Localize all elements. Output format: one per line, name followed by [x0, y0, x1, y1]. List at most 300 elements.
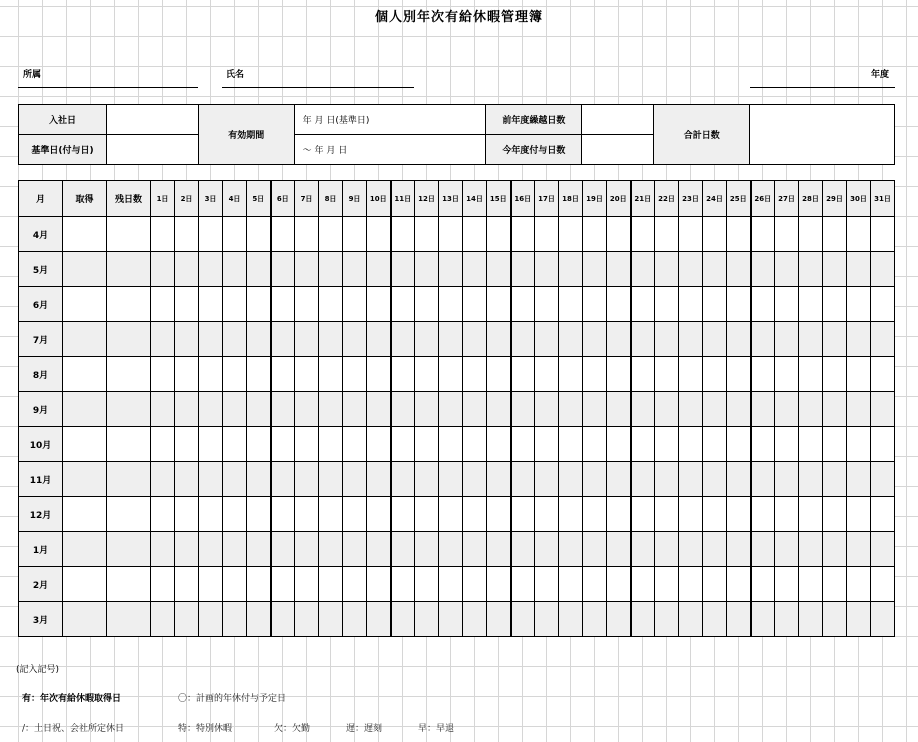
- day-cell[interactable]: [799, 392, 823, 427]
- day-cell[interactable]: [655, 252, 679, 287]
- day-cell[interactable]: [295, 287, 319, 322]
- day-cell[interactable]: [823, 357, 847, 392]
- day-cell[interactable]: [607, 532, 631, 567]
- day-cell[interactable]: [511, 322, 535, 357]
- day-cell[interactable]: [487, 252, 511, 287]
- day-cell[interactable]: [607, 462, 631, 497]
- day-cell[interactable]: [655, 427, 679, 462]
- day-cell[interactable]: [535, 567, 559, 602]
- day-cell[interactable]: [295, 532, 319, 567]
- day-cell[interactable]: [415, 322, 439, 357]
- day-cell[interactable]: [199, 252, 223, 287]
- day-cell[interactable]: [727, 532, 751, 567]
- day-cell[interactable]: [415, 532, 439, 567]
- day-cell[interactable]: [703, 287, 727, 322]
- day-cell[interactable]: [199, 497, 223, 532]
- day-cell[interactable]: [271, 497, 295, 532]
- taken-cell[interactable]: [63, 532, 107, 567]
- day-cell[interactable]: [751, 217, 775, 252]
- day-cell[interactable]: [415, 602, 439, 637]
- day-cell[interactable]: [703, 532, 727, 567]
- day-cell[interactable]: [247, 252, 271, 287]
- day-cell[interactable]: [871, 322, 895, 357]
- day-cell[interactable]: [367, 532, 391, 567]
- remaining-cell[interactable]: [107, 462, 151, 497]
- day-cell[interactable]: [439, 427, 463, 462]
- day-cell[interactable]: [703, 602, 727, 637]
- day-cell[interactable]: [727, 497, 751, 532]
- day-cell[interactable]: [847, 217, 871, 252]
- day-cell[interactable]: [751, 252, 775, 287]
- day-cell[interactable]: [487, 497, 511, 532]
- day-cell[interactable]: [631, 392, 655, 427]
- day-cell[interactable]: [151, 322, 175, 357]
- day-cell[interactable]: [511, 602, 535, 637]
- day-cell[interactable]: [223, 252, 247, 287]
- day-cell[interactable]: [727, 287, 751, 322]
- day-cell[interactable]: [415, 462, 439, 497]
- day-cell[interactable]: [223, 532, 247, 567]
- day-cell[interactable]: [631, 217, 655, 252]
- day-cell[interactable]: [199, 217, 223, 252]
- day-cell[interactable]: [247, 287, 271, 322]
- day-cell[interactable]: [295, 252, 319, 287]
- day-cell[interactable]: [415, 497, 439, 532]
- day-cell[interactable]: [271, 532, 295, 567]
- day-cell[interactable]: [847, 392, 871, 427]
- day-cell[interactable]: [559, 392, 583, 427]
- day-cell[interactable]: [175, 357, 199, 392]
- day-cell[interactable]: [535, 532, 559, 567]
- day-cell[interactable]: [703, 462, 727, 497]
- day-cell[interactable]: [343, 497, 367, 532]
- day-cell[interactable]: [679, 357, 703, 392]
- day-cell[interactable]: [511, 357, 535, 392]
- day-cell[interactable]: [463, 532, 487, 567]
- day-cell[interactable]: [439, 392, 463, 427]
- day-cell[interactable]: [511, 567, 535, 602]
- day-cell[interactable]: [631, 497, 655, 532]
- day-cell[interactable]: [511, 497, 535, 532]
- day-cell[interactable]: [559, 357, 583, 392]
- day-cell[interactable]: [343, 252, 367, 287]
- day-cell[interactable]: [367, 357, 391, 392]
- day-cell[interactable]: [607, 567, 631, 602]
- day-cell[interactable]: [463, 322, 487, 357]
- day-cell[interactable]: [631, 427, 655, 462]
- day-cell[interactable]: [823, 602, 847, 637]
- day-cell[interactable]: [175, 462, 199, 497]
- day-cell[interactable]: [199, 322, 223, 357]
- day-cell[interactable]: [823, 532, 847, 567]
- day-cell[interactable]: [583, 392, 607, 427]
- day-cell[interactable]: [655, 532, 679, 567]
- day-cell[interactable]: [751, 287, 775, 322]
- day-cell[interactable]: [151, 427, 175, 462]
- day-cell[interactable]: [679, 532, 703, 567]
- day-cell[interactable]: [871, 252, 895, 287]
- day-cell[interactable]: [391, 532, 415, 567]
- day-cell[interactable]: [823, 322, 847, 357]
- day-cell[interactable]: [343, 567, 367, 602]
- day-cell[interactable]: [535, 357, 559, 392]
- day-cell[interactable]: [679, 322, 703, 357]
- base-date-value[interactable]: [106, 135, 198, 165]
- day-cell[interactable]: [367, 392, 391, 427]
- day-cell[interactable]: [607, 357, 631, 392]
- day-cell[interactable]: [751, 497, 775, 532]
- day-cell[interactable]: [751, 532, 775, 567]
- day-cell[interactable]: [727, 602, 751, 637]
- day-cell[interactable]: [343, 217, 367, 252]
- taken-cell[interactable]: [63, 567, 107, 602]
- day-cell[interactable]: [871, 217, 895, 252]
- day-cell[interactable]: [655, 322, 679, 357]
- day-cell[interactable]: [487, 322, 511, 357]
- day-cell[interactable]: [655, 497, 679, 532]
- day-cell[interactable]: [391, 357, 415, 392]
- day-cell[interactable]: [775, 252, 799, 287]
- day-cell[interactable]: [223, 217, 247, 252]
- day-cell[interactable]: [439, 357, 463, 392]
- day-cell[interactable]: [343, 322, 367, 357]
- day-cell[interactable]: [679, 462, 703, 497]
- day-cell[interactable]: [367, 252, 391, 287]
- day-cell[interactable]: [319, 567, 343, 602]
- day-cell[interactable]: [271, 602, 295, 637]
- day-cell[interactable]: [727, 252, 751, 287]
- day-cell[interactable]: [559, 427, 583, 462]
- day-cell[interactable]: [487, 567, 511, 602]
- remaining-cell[interactable]: [107, 427, 151, 462]
- day-cell[interactable]: [583, 602, 607, 637]
- name-field[interactable]: [222, 87, 414, 88]
- day-cell[interactable]: [511, 252, 535, 287]
- day-cell[interactable]: [391, 567, 415, 602]
- day-cell[interactable]: [751, 357, 775, 392]
- day-cell[interactable]: [463, 497, 487, 532]
- day-cell[interactable]: [415, 357, 439, 392]
- day-cell[interactable]: [559, 602, 583, 637]
- day-cell[interactable]: [871, 602, 895, 637]
- day-cell[interactable]: [871, 392, 895, 427]
- day-cell[interactable]: [775, 602, 799, 637]
- day-cell[interactable]: [583, 357, 607, 392]
- granted-value[interactable]: [582, 135, 654, 165]
- day-cell[interactable]: [631, 532, 655, 567]
- day-cell[interactable]: [727, 357, 751, 392]
- day-cell[interactable]: [487, 357, 511, 392]
- day-cell[interactable]: [151, 497, 175, 532]
- day-cell[interactable]: [559, 252, 583, 287]
- day-cell[interactable]: [583, 252, 607, 287]
- day-cell[interactable]: [847, 287, 871, 322]
- day-cell[interactable]: [775, 567, 799, 602]
- day-cell[interactable]: [631, 287, 655, 322]
- day-cell[interactable]: [319, 217, 343, 252]
- day-cell[interactable]: [511, 427, 535, 462]
- day-cell[interactable]: [415, 567, 439, 602]
- day-cell[interactable]: [319, 427, 343, 462]
- day-cell[interactable]: [151, 462, 175, 497]
- day-cell[interactable]: [871, 462, 895, 497]
- day-cell[interactable]: [871, 567, 895, 602]
- day-cell[interactable]: [151, 217, 175, 252]
- day-cell[interactable]: [391, 392, 415, 427]
- day-cell[interactable]: [319, 252, 343, 287]
- day-cell[interactable]: [871, 532, 895, 567]
- day-cell[interactable]: [247, 322, 271, 357]
- day-cell[interactable]: [463, 462, 487, 497]
- day-cell[interactable]: [223, 392, 247, 427]
- day-cell[interactable]: [655, 217, 679, 252]
- day-cell[interactable]: [151, 567, 175, 602]
- day-cell[interactable]: [295, 217, 319, 252]
- day-cell[interactable]: [439, 217, 463, 252]
- remaining-cell[interactable]: [107, 357, 151, 392]
- day-cell[interactable]: [775, 357, 799, 392]
- day-cell[interactable]: [847, 357, 871, 392]
- day-cell[interactable]: [415, 392, 439, 427]
- day-cell[interactable]: [535, 217, 559, 252]
- day-cell[interactable]: [751, 602, 775, 637]
- day-cell[interactable]: [583, 427, 607, 462]
- day-cell[interactable]: [631, 357, 655, 392]
- day-cell[interactable]: [607, 322, 631, 357]
- day-cell[interactable]: [271, 322, 295, 357]
- day-cell[interactable]: [679, 217, 703, 252]
- day-cell[interactable]: [655, 567, 679, 602]
- day-cell[interactable]: [343, 602, 367, 637]
- day-cell[interactable]: [367, 602, 391, 637]
- day-cell[interactable]: [175, 252, 199, 287]
- day-cell[interactable]: [607, 602, 631, 637]
- day-cell[interactable]: [199, 357, 223, 392]
- remaining-cell[interactable]: [107, 287, 151, 322]
- day-cell[interactable]: [847, 252, 871, 287]
- day-cell[interactable]: [823, 287, 847, 322]
- day-cell[interactable]: [535, 252, 559, 287]
- remaining-cell[interactable]: [107, 532, 151, 567]
- day-cell[interactable]: [151, 287, 175, 322]
- day-cell[interactable]: [703, 217, 727, 252]
- day-cell[interactable]: [319, 322, 343, 357]
- day-cell[interactable]: [727, 462, 751, 497]
- day-cell[interactable]: [343, 462, 367, 497]
- day-cell[interactable]: [583, 462, 607, 497]
- day-cell[interactable]: [559, 322, 583, 357]
- day-cell[interactable]: [703, 567, 727, 602]
- total-value[interactable]: [750, 105, 895, 165]
- day-cell[interactable]: [463, 217, 487, 252]
- day-cell[interactable]: [799, 532, 823, 567]
- day-cell[interactable]: [607, 497, 631, 532]
- day-cell[interactable]: [367, 497, 391, 532]
- day-cell[interactable]: [847, 497, 871, 532]
- affiliation-field[interactable]: [18, 87, 198, 88]
- day-cell[interactable]: [415, 252, 439, 287]
- day-cell[interactable]: [487, 392, 511, 427]
- day-cell[interactable]: [871, 427, 895, 462]
- day-cell[interactable]: [679, 287, 703, 322]
- day-cell[interactable]: [823, 427, 847, 462]
- day-cell[interactable]: [247, 392, 271, 427]
- day-cell[interactable]: [727, 322, 751, 357]
- day-cell[interactable]: [727, 392, 751, 427]
- day-cell[interactable]: [631, 602, 655, 637]
- taken-cell[interactable]: [63, 392, 107, 427]
- day-cell[interactable]: [247, 532, 271, 567]
- day-cell[interactable]: [463, 357, 487, 392]
- day-cell[interactable]: [775, 427, 799, 462]
- day-cell[interactable]: [223, 462, 247, 497]
- remaining-cell[interactable]: [107, 567, 151, 602]
- day-cell[interactable]: [799, 287, 823, 322]
- day-cell[interactable]: [463, 392, 487, 427]
- day-cell[interactable]: [295, 322, 319, 357]
- day-cell[interactable]: [823, 392, 847, 427]
- day-cell[interactable]: [295, 462, 319, 497]
- day-cell[interactable]: [295, 567, 319, 602]
- day-cell[interactable]: [295, 392, 319, 427]
- day-cell[interactable]: [823, 567, 847, 602]
- day-cell[interactable]: [439, 322, 463, 357]
- day-cell[interactable]: [799, 322, 823, 357]
- day-cell[interactable]: [343, 427, 367, 462]
- validity-end[interactable]: ～ 年 月 日: [294, 135, 486, 165]
- day-cell[interactable]: [559, 497, 583, 532]
- day-cell[interactable]: [247, 357, 271, 392]
- day-cell[interactable]: [511, 462, 535, 497]
- day-cell[interactable]: [175, 217, 199, 252]
- day-cell[interactable]: [559, 532, 583, 567]
- day-cell[interactable]: [271, 287, 295, 322]
- day-cell[interactable]: [607, 427, 631, 462]
- day-cell[interactable]: [823, 252, 847, 287]
- day-cell[interactable]: [415, 427, 439, 462]
- day-cell[interactable]: [583, 322, 607, 357]
- day-cell[interactable]: [391, 217, 415, 252]
- day-cell[interactable]: [151, 392, 175, 427]
- taken-cell[interactable]: [63, 427, 107, 462]
- day-cell[interactable]: [511, 287, 535, 322]
- day-cell[interactable]: [631, 322, 655, 357]
- day-cell[interactable]: [799, 357, 823, 392]
- day-cell[interactable]: [823, 217, 847, 252]
- day-cell[interactable]: [775, 322, 799, 357]
- day-cell[interactable]: [487, 287, 511, 322]
- day-cell[interactable]: [871, 497, 895, 532]
- day-cell[interactable]: [775, 532, 799, 567]
- day-cell[interactable]: [751, 322, 775, 357]
- day-cell[interactable]: [487, 532, 511, 567]
- remaining-cell[interactable]: [107, 602, 151, 637]
- day-cell[interactable]: [535, 497, 559, 532]
- day-cell[interactable]: [583, 567, 607, 602]
- day-cell[interactable]: [151, 532, 175, 567]
- day-cell[interactable]: [823, 462, 847, 497]
- day-cell[interactable]: [703, 497, 727, 532]
- day-cell[interactable]: [175, 602, 199, 637]
- day-cell[interactable]: [199, 462, 223, 497]
- day-cell[interactable]: [511, 392, 535, 427]
- day-cell[interactable]: [439, 462, 463, 497]
- day-cell[interactable]: [487, 602, 511, 637]
- day-cell[interactable]: [799, 217, 823, 252]
- day-cell[interactable]: [775, 392, 799, 427]
- day-cell[interactable]: [679, 427, 703, 462]
- validity-start[interactable]: 年 月 日(基準日): [294, 105, 486, 135]
- day-cell[interactable]: [343, 532, 367, 567]
- day-cell[interactable]: [319, 462, 343, 497]
- day-cell[interactable]: [175, 392, 199, 427]
- day-cell[interactable]: [487, 427, 511, 462]
- taken-cell[interactable]: [63, 497, 107, 532]
- day-cell[interactable]: [271, 427, 295, 462]
- day-cell[interactable]: [703, 357, 727, 392]
- day-cell[interactable]: [799, 427, 823, 462]
- taken-cell[interactable]: [63, 462, 107, 497]
- day-cell[interactable]: [439, 532, 463, 567]
- day-cell[interactable]: [799, 602, 823, 637]
- day-cell[interactable]: [175, 532, 199, 567]
- day-cell[interactable]: [679, 567, 703, 602]
- day-cell[interactable]: [319, 497, 343, 532]
- day-cell[interactable]: [439, 287, 463, 322]
- day-cell[interactable]: [583, 532, 607, 567]
- day-cell[interactable]: [847, 602, 871, 637]
- day-cell[interactable]: [295, 357, 319, 392]
- day-cell[interactable]: [775, 462, 799, 497]
- day-cell[interactable]: [703, 252, 727, 287]
- day-cell[interactable]: [559, 567, 583, 602]
- day-cell[interactable]: [535, 287, 559, 322]
- day-cell[interactable]: [367, 427, 391, 462]
- day-cell[interactable]: [391, 252, 415, 287]
- day-cell[interactable]: [679, 252, 703, 287]
- day-cell[interactable]: [367, 217, 391, 252]
- day-cell[interactable]: [847, 322, 871, 357]
- day-cell[interactable]: [655, 602, 679, 637]
- day-cell[interactable]: [727, 567, 751, 602]
- day-cell[interactable]: [823, 497, 847, 532]
- day-cell[interactable]: [511, 532, 535, 567]
- day-cell[interactable]: [343, 287, 367, 322]
- day-cell[interactable]: [751, 567, 775, 602]
- day-cell[interactable]: [463, 602, 487, 637]
- day-cell[interactable]: [439, 497, 463, 532]
- day-cell[interactable]: [271, 392, 295, 427]
- day-cell[interactable]: [799, 497, 823, 532]
- day-cell[interactable]: [247, 217, 271, 252]
- day-cell[interactable]: [391, 602, 415, 637]
- day-cell[interactable]: [223, 357, 247, 392]
- day-cell[interactable]: [487, 217, 511, 252]
- day-cell[interactable]: [703, 427, 727, 462]
- day-cell[interactable]: [367, 567, 391, 602]
- day-cell[interactable]: [607, 217, 631, 252]
- day-cell[interactable]: [175, 497, 199, 532]
- day-cell[interactable]: [751, 392, 775, 427]
- day-cell[interactable]: [391, 287, 415, 322]
- taken-cell[interactable]: [63, 217, 107, 252]
- day-cell[interactable]: [175, 427, 199, 462]
- day-cell[interactable]: [223, 322, 247, 357]
- day-cell[interactable]: [247, 602, 271, 637]
- day-cell[interactable]: [535, 322, 559, 357]
- day-cell[interactable]: [223, 287, 247, 322]
- day-cell[interactable]: [559, 462, 583, 497]
